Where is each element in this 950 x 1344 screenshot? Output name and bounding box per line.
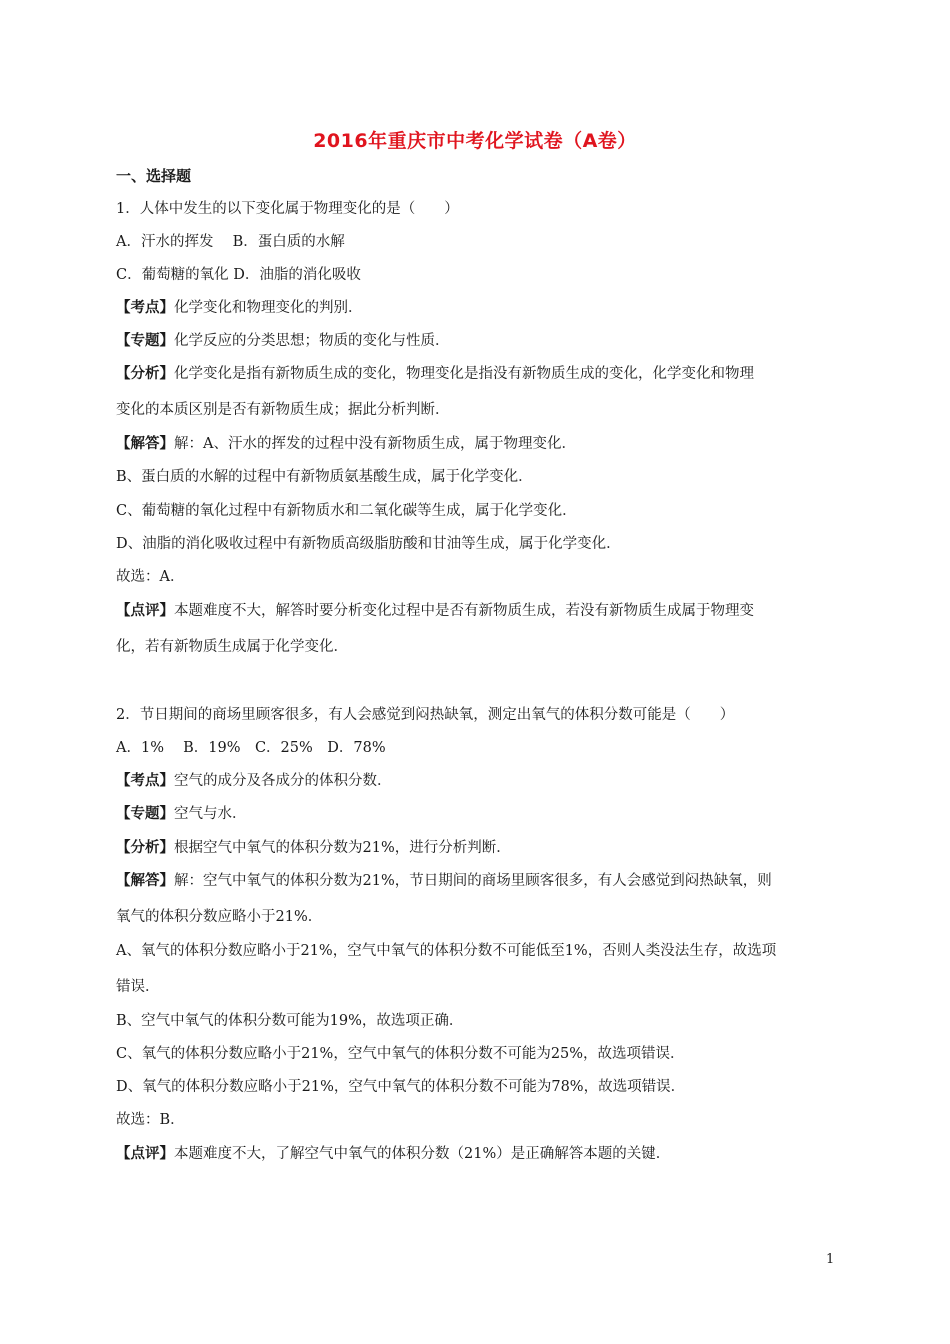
fenxi-text: 根据空气中氧气的体积分数为21%，进行分析判断． [174, 840, 511, 856]
q2-analysis-b: B、空气中氧气的体积分数可能为19%，故选项正确． [116, 1013, 464, 1029]
dianping-tag: 【点评】 [116, 1146, 174, 1162]
dianping-tag: 【点评】 [116, 603, 174, 619]
q2-analysis-d: D、氧气的体积分数应略小于21%，空气中氧气的体积分数不可能为78%，故选项错误． [116, 1079, 686, 1095]
q2-question: 2．节日期间的商场里顾客很多，有人会感觉到闷热缺氧，测定出氧气的体积分数可能是（ ） [116, 707, 735, 723]
q2-analysis-a-cont: 错误． [116, 979, 160, 995]
q2-zhuanti [116, 804, 841, 824]
q2-jieda-cont: 氧气的体积分数应略小于21%． [116, 909, 323, 925]
q1-dianping [116, 601, 841, 621]
dianping-text: 本题难度不大，了解空气中氧气的体积分数（21%）是正确解答本题的关键． [174, 1146, 671, 1162]
q2-kaodian [116, 771, 841, 791]
q1-options-cd: C．葡萄糖的氧化 D．油脂的消化吸收 [116, 267, 361, 283]
jieda-text: 解：A、汗水的挥发的过程中没有新物质生成，属于物理变化． [174, 436, 576, 452]
q1-dianping-cont: 化，若有新物质生成属于化学变化． [116, 639, 348, 655]
q1-fenxi [116, 364, 841, 384]
q1-question: 1．人体中发生的以下变化属于物理变化的是（ ） [116, 201, 459, 217]
jieda-text: 解：空气中氧气的体积分数为21%，节日期间的商场里顾客很多，有人会感觉到闷热缺氧，则 [174, 873, 772, 889]
page-title: 2016年重庆市中考化学试卷（A卷） [313, 130, 637, 152]
q1-analysis-b: B、蛋白质的水解的过程中有新物质氨基酸生成，属于化学变化． [116, 469, 533, 485]
jieda-tag: 【解答】 [116, 873, 174, 889]
q2-analysis-c: C、氧气的体积分数应略小于21%，空气中氧气的体积分数不可能为25%，故选项错误． [116, 1046, 685, 1062]
fenxi-tag: 【分析】 [116, 366, 174, 382]
q1-answer: 故选：A． [116, 569, 185, 585]
q1-zhuanti [116, 331, 841, 351]
section-heading: 一、选择题 [116, 167, 192, 185]
zhuanti-text: 空气与水． [174, 806, 247, 822]
q2-answer: 故选：B． [116, 1112, 185, 1128]
zhuanti-tag: 【专题】 [116, 333, 174, 349]
kaodian-tag: 【考点】 [116, 773, 174, 789]
q1-jieda [116, 434, 841, 454]
page-number: 1 [826, 1252, 835, 1267]
kaodian-text: 空气的成分及各成分的体积分数． [174, 773, 392, 789]
q1-kaodian [116, 298, 841, 318]
jieda-tag: 【解答】 [116, 436, 174, 452]
fenxi-text: 化学变化是指有新物质生成的变化，物理变化是指没有新物质生成的变化，化学变化和物理 [174, 366, 754, 382]
q1-options-ab: A．汗水的挥发 B．蛋白质的水解 [116, 234, 345, 250]
fenxi-tag: 【分析】 [116, 840, 174, 856]
dianping-text: 本题难度不大，解答时要分析变化过程中是否有新物质生成，若没有新物质生成属于物理变 [174, 603, 754, 619]
q1-analysis-c: C、葡萄糖的氧化过程中有新物质水和二氧化碳等生成，属于化学变化． [116, 503, 577, 519]
q2-dianping [116, 1144, 841, 1164]
q2-jieda [116, 871, 841, 891]
q2-options: A．1% B．19% C．25% D．78% [116, 740, 386, 756]
q2-fenxi [116, 838, 841, 858]
kaodian-text: 化学变化和物理变化的判别． [174, 300, 363, 316]
q1-analysis-d: D、油脂的消化吸收过程中有新物质高级脂肪酸和甘油等生成，属于化学变化． [116, 536, 621, 552]
q2-analysis-a: A、氧气的体积分数应略小于21%，空气中氧气的体积分数不可能低至1%，否则人类没法生存，故选项 [116, 943, 777, 959]
kaodian-tag: 【考点】 [116, 300, 174, 316]
zhuanti-tag: 【专题】 [116, 806, 174, 822]
q1-fenxi-cont: 变化的本质区别是否有新物质生成；据此分析判断． [116, 402, 450, 418]
zhuanti-text: 化学反应的分类思想；物质的变化与性质． [174, 333, 450, 349]
